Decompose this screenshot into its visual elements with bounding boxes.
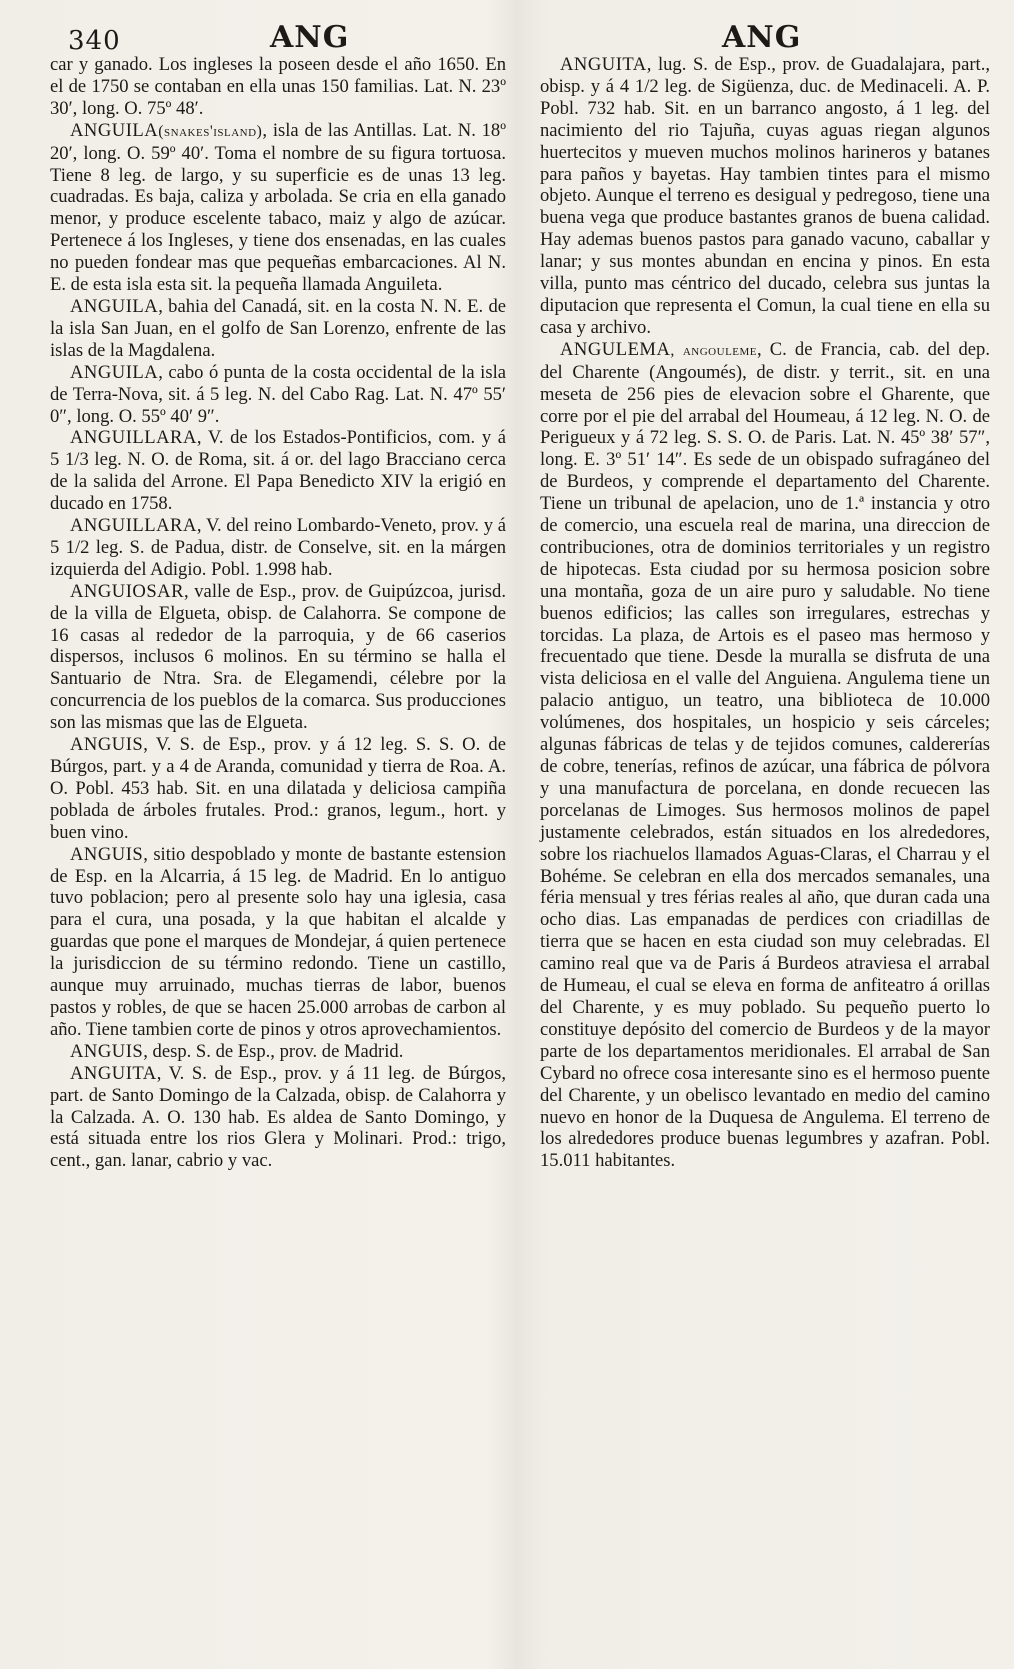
entry-variant-name: (snakes'island) [158, 122, 263, 140]
gazetteer-entry [50, 1063, 506, 1173]
entry-text: , sitio despoblado y monte de bastante estension de Esp. en la Alcarria, á 15 leg. de Madrid. En lo antiguo tuvo poblacion; pero al presente solo hay una iglesia, casa para el cura, una posada, y la que habitan el alcalde y guardas que pone el marques de Mondejar, á quien pertenece la jurisdiccion de su término redondo. Tiene un castillo, aunque muy arruinado, muchas tierras de labor, buenos pastos y robles, de que se hacen 25.000 arrobas de carbon al año. Tiene tambien corte de pinos y otros aprovechamientos. [50, 843, 506, 1040]
gazetteer-entry [50, 427, 506, 515]
entry-text: , C. de Francia, cab. del dep. del Charente (Angoumés), de distr. y territ., sit. en una meseta de 256 pies de elevacion sobre el Gharente, que corre por el pie del arrabal del Houmeau, á 12 leg. N. O. de Perigueux y á 72 leg. S. S. O. de Paris. Lat. N. 45º 38′ 57″, long. E. 3º 51′ 14″. Es sede de un obispado sufragáneo del de Burdeos, y comprende el departamento del Charente. Tiene un tribunal de apelacion, uno de 1.ª instancia y otro de comercio, una escuela real de marina, una direccion de contribuciones, otra de dominios territoriales y un registro de hipotecas. Esta ciudad por su hermosa posicion sobre una montaña, goza de un aire puro y saludable. No tiene buenos edificios; las calles son irregulares, estrechas y torcidas. La plaza, de Artois es el paseo mas hermoso y frecuentado que tiene. Desde la muralla se disfruta de una vista deliciosa en el valle del Anguiena. Angulema tiene un palacio antiguo, un teatro, una biblioteca de 10.000 volúmenes, dos hospitales, un hospicio y seis cárceles; algunas fábricas de telas y de tejidos comunes, caldererías de cobre, tenerías, refinos de azúcar, una fábrica de pólvora y una manufactura de porcelana, en donde recuecen las porcelanas de Limoges. Sus hermosos molinos de papel justamente celebrados, están situados en los alrededores, sobre los riachuelos llamados Aguas-Claras, el Charrau y el Bohéme. Se celebran en ella dos mercados semanales, una féria mensual y tres férias reales al año, que duran cada una ocho dias. Las empanadas de perdices con criadillas de tierra que se hacen en esta ciudad son muy celebradas. El camino real que va de Paris á Burdeos atraviesa el arrabal de Humeau, el cual se eleva en forma de anfiteatro á orillas del Charente, y es muy poblado. Su pequeño puerto lo constituye depósito del comercio de Burdeos y de la mayor parte de los departamentos meridionales. El arrabal de San Cybard no ofrece cosa interesante sino es el hermoso puente del Charente, y un obelisco levantado en medio del camino nuevo en honor de la Duquesa de Angulema. El terreno de los alrededores produce buenas legumbres y azafran. Pobl. 15.011 habitantes. [540, 338, 990, 1172]
gazetteer-entry [540, 339, 990, 1172]
entry-text: , lug. S. de Esp., prov. de Guadalajara, part., obisp. y á 4 1/2 leg. de Sigüenza, duc. de Medinaceli. A. P. Pobl. 732 hab. Sit. en un barranco angosto, á 1 leg. del nacimiento del rio Tajuña, cuyas aguas riegan algunos huertecitos y mueven muchos molinos harineros y batanes para paños y bayetas. Hay tambien tintes para el mismo objeto. Aunque el terreno es desigual y pedregoso, tiene una buena vega que produce bastantes granos de buena calidad. Hay ademas buenos pastos para ganado vacuno, caballar y lanar; y sus montes abundan en encina y pinos. En esta villa, punto mas céntrico del ducado, celebra sus juntas la diputacion que representa el Comun, la cual tiene en ella su casa y archivo. [540, 54, 990, 338]
entry-headword: ANGULEMA [560, 338, 671, 360]
entry-continuation [50, 54, 506, 120]
entry-headword: ANGUITA [560, 54, 647, 75]
gazetteer-entry [50, 362, 506, 428]
entry-headword: ANGUIS [70, 1040, 144, 1062]
entry-text: car y ganado. Los ingleses la poseen desde el año 1650. En el de 1750 se contaban en ella unas 150 familias. Lat. N. 23º 30′, long. O. 75º 48′. [50, 54, 506, 119]
entry-headword: ANGUILA [70, 361, 159, 383]
gazetteer-entry [50, 1041, 506, 1063]
entry-text: , V. del reino Lombardo-Veneto, prov. y á 5 1/2 leg. S. de Padua, distr. de Conselve, sit. en la márgen izquierda del Adigio. Pobl. 1.998 hab. [50, 515, 506, 580]
right-column [540, 54, 990, 1172]
entry-headword: ANGUIS [70, 734, 144, 756]
entry-text: , V. S. de Esp., prov. y á 11 leg. de Búrgos, part. de Santo Domingo de la Calzada, obisp. de Calahorra y la Calzada. A. O. 130 hab. Es aldea de Santo Domingo, y está situada entre los rios Glera y Molinari. Prod.: trigo, cent., gan. lanar, cabrio y vac. [50, 1062, 506, 1172]
gazetteer-entry [50, 296, 506, 362]
gazetteer-entry [50, 120, 506, 296]
entry-text: , isla de las Antillas. Lat. N. 18º 20′, long. O. 59º 40′. Toma el nombre de su figura tortuosa. Tiene 8 leg. de largo, y su superficie es de unas 13 leg. cuadradas. Es baja, caliza y arbolada. Se cria en ella ganado menor, y produce escelente tabaco, maiz y algo de azúcar. Pertenece á los Ingleses, y tiene dos ensenadas, en las cuales no pueden fondear mas que pequeñas embarcaciones. Al N. E. de esta isla esta sit. la pequeña llamada Anguileta. [50, 119, 506, 296]
page-number: 340 [68, 26, 121, 56]
gazetteer-entry [50, 581, 506, 734]
entry-text: , valle de Esp., prov. de Guipúzcoa, jurisd. de la villa de Elgueta, obisp. de Calahorra. Se compone de 16 casas al rededor de la parroquia, y de 66 caserios dispersos, inclusos 6 molinos. En su término se halla el Santuario de Ntra. Sra. de Elegamendi, célebre por la concurrencia de los pueblos de la comarca. Sus producciones son las mismas que las de Elgueta. [50, 580, 506, 734]
entry-text: , desp. S. de Esp., prov. de Madrid. [143, 1040, 404, 1062]
entry-variant-name: , angouleme [670, 341, 758, 359]
gazetteer-entry [50, 515, 506, 581]
entry-headword: ANGUILA [70, 119, 159, 141]
entry-headword: ANGUILA [70, 295, 159, 317]
entry-headword: ANGUIOSAR [70, 580, 185, 602]
gazetteer-entry [50, 734, 506, 844]
entry-headword: ANGUILLARA [70, 515, 197, 537]
entry-headword: ANGUILLARA [70, 427, 197, 449]
entry-text: , bahia del Canadá, sit. en la costa N. N. E. de la isla San Juan, en el golfo de San Lorenzo, enfrente de las islas de la Magdalena. [50, 295, 506, 361]
gazetteer-entry [540, 54, 990, 339]
running-headword-left: ANG [270, 20, 350, 55]
running-headword-right: ANG [722, 20, 802, 55]
running-header [0, 18, 1014, 56]
left-column [50, 54, 506, 1172]
gazetteer-entry [50, 844, 506, 1041]
entry-headword: ANGUIS [70, 843, 144, 865]
entry-headword: ANGUITA [70, 1062, 157, 1084]
entry-text: , cabo ó punta de la costa occidental de la isla de Terra-Nova, sit. á 5 leg. N. del Cabo Rag. Lat. N. 47º 55′ 0″, long. O. 55º 40′ 9″. [50, 361, 506, 427]
entry-text: , V. de los Estados-Pontificios, com. y á 5 1/3 leg. N. O. de Roma, sit. á or. del lago Bracciano cerca de la salida del Arrone. El Papa Benedicto XIV la erigió en ducado en 1758. [50, 427, 506, 515]
entry-text: , V. S. de Esp., prov. y á 12 leg. S. S. O. de Búrgos, part. y a 4 de Aranda, comunidad y tierra de Roa. A. O. Pobl. 453 hab. Sit. en una dilatada y deliciosa campiña poblada de árboles frutales. Prod.: granos, legum., hort. y buen vino. [50, 734, 506, 843]
